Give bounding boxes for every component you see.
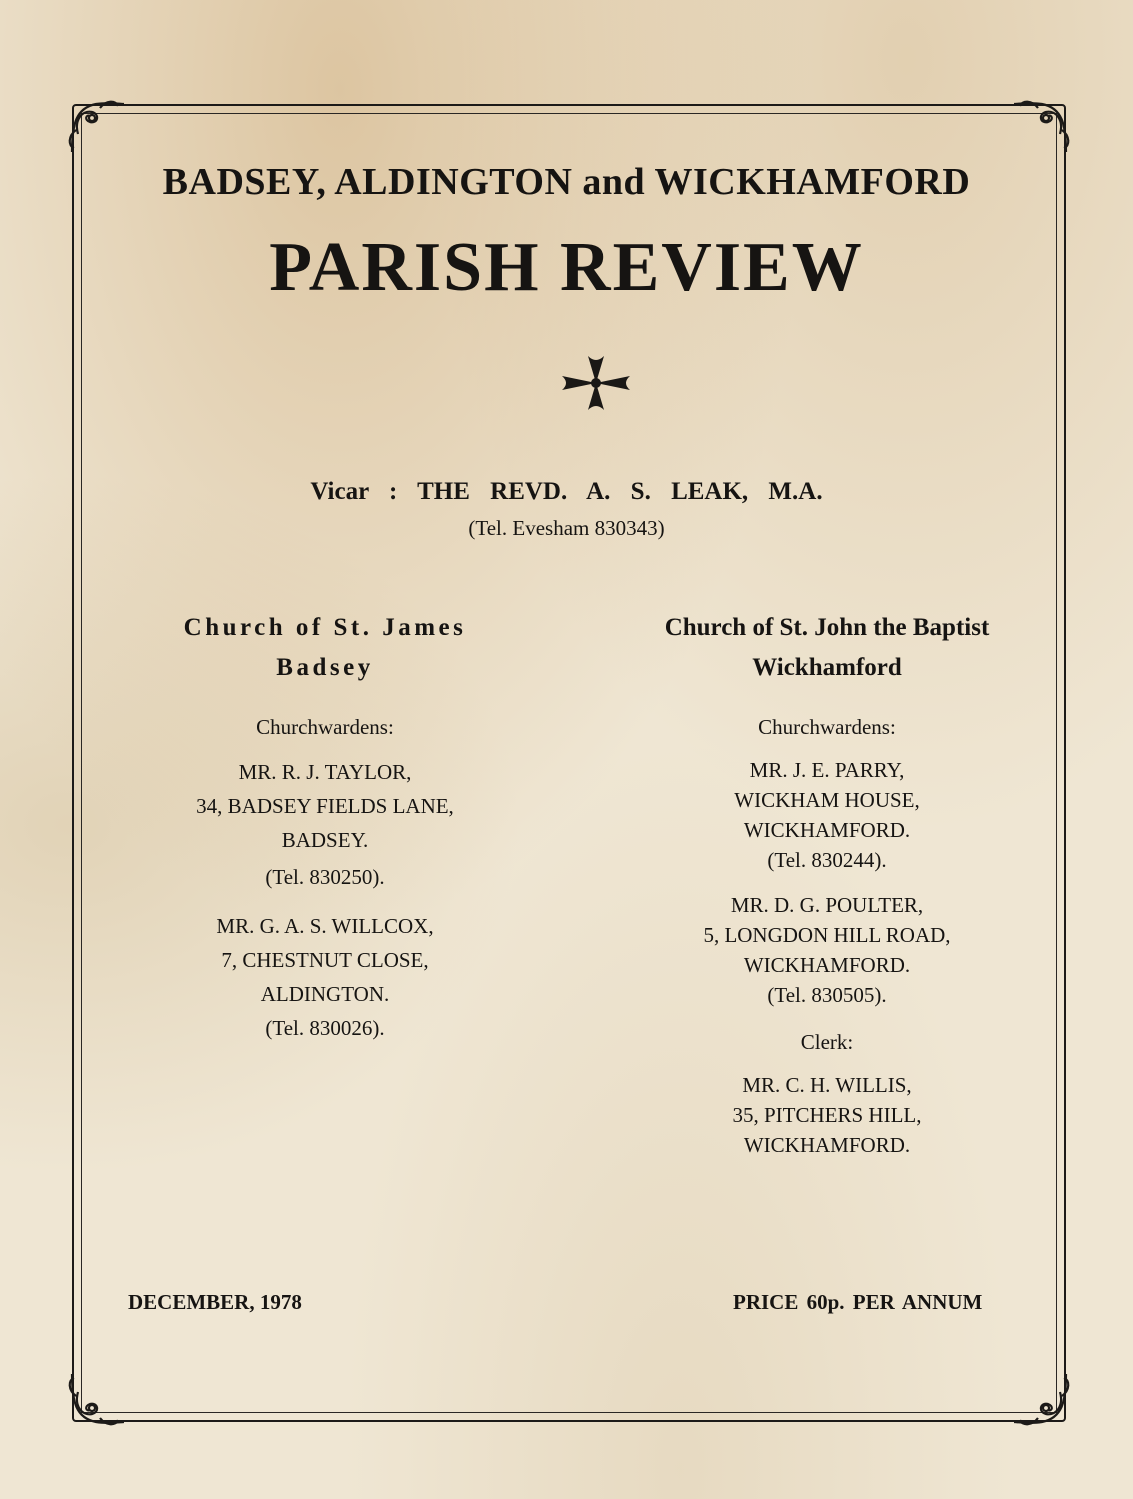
church-st-james-name: Church of St. James Badsey: [183, 614, 467, 681]
vicar-telephone: (Tel. Evesham 830343): [468, 516, 665, 540]
vicar-line: Vicar : THE REVD. A. S. LEAK, M.A.: [310, 478, 823, 505]
left-warden-1: MR. R. J. TAYLOR, 34, BADSEY FIELDS LANE, BADSEY. (Tel. 830250).: [196, 760, 454, 889]
left-churchwardens-label: Churchwardens:: [256, 715, 394, 739]
church-st-john-name: Church of St. John the Baptist Wickhamford: [664, 614, 990, 681]
subscription-price: PRICE 60p. PER ANNUM: [733, 1290, 983, 1314]
corner-flourish-icon: [1012, 1368, 1076, 1432]
issue-date: DECEMBER, 1978: [128, 1290, 302, 1314]
parishes-heading: BADSEY, ALDINGTON and WICKHAMFORD: [162, 161, 971, 203]
right-churchwardens-label: Churchwardens:: [758, 715, 896, 739]
clerk-label: Clerk:: [800, 1030, 854, 1054]
cross-ornament-icon: [558, 352, 634, 414]
corner-flourish-icon: [62, 1368, 126, 1432]
right-warden-2: MR. D. G. POULTER, 5, LONGDON HILL ROAD, WICKHAMFORD. (Tel. 830505).: [703, 893, 951, 1007]
page-title: PARISH REVIEW: [269, 229, 864, 306]
corner-flourish-icon: [62, 94, 126, 158]
corner-flourish-icon: [1012, 94, 1076, 158]
right-warden-1: MR. J. E. PARRY, WICKHAM HOUSE, WICKHAMFORD. (Tel. 830244).: [734, 758, 920, 872]
left-warden-2: MR. G. A. S. WILLCOX, 7, CHESTNUT CLOSE, ALDINGTON. (Tel. 830026).: [216, 914, 434, 1040]
clerk-details: MR. C. H. WILLIS, 35, PITCHERS HILL, WICKHAMFORD.: [732, 1073, 922, 1157]
